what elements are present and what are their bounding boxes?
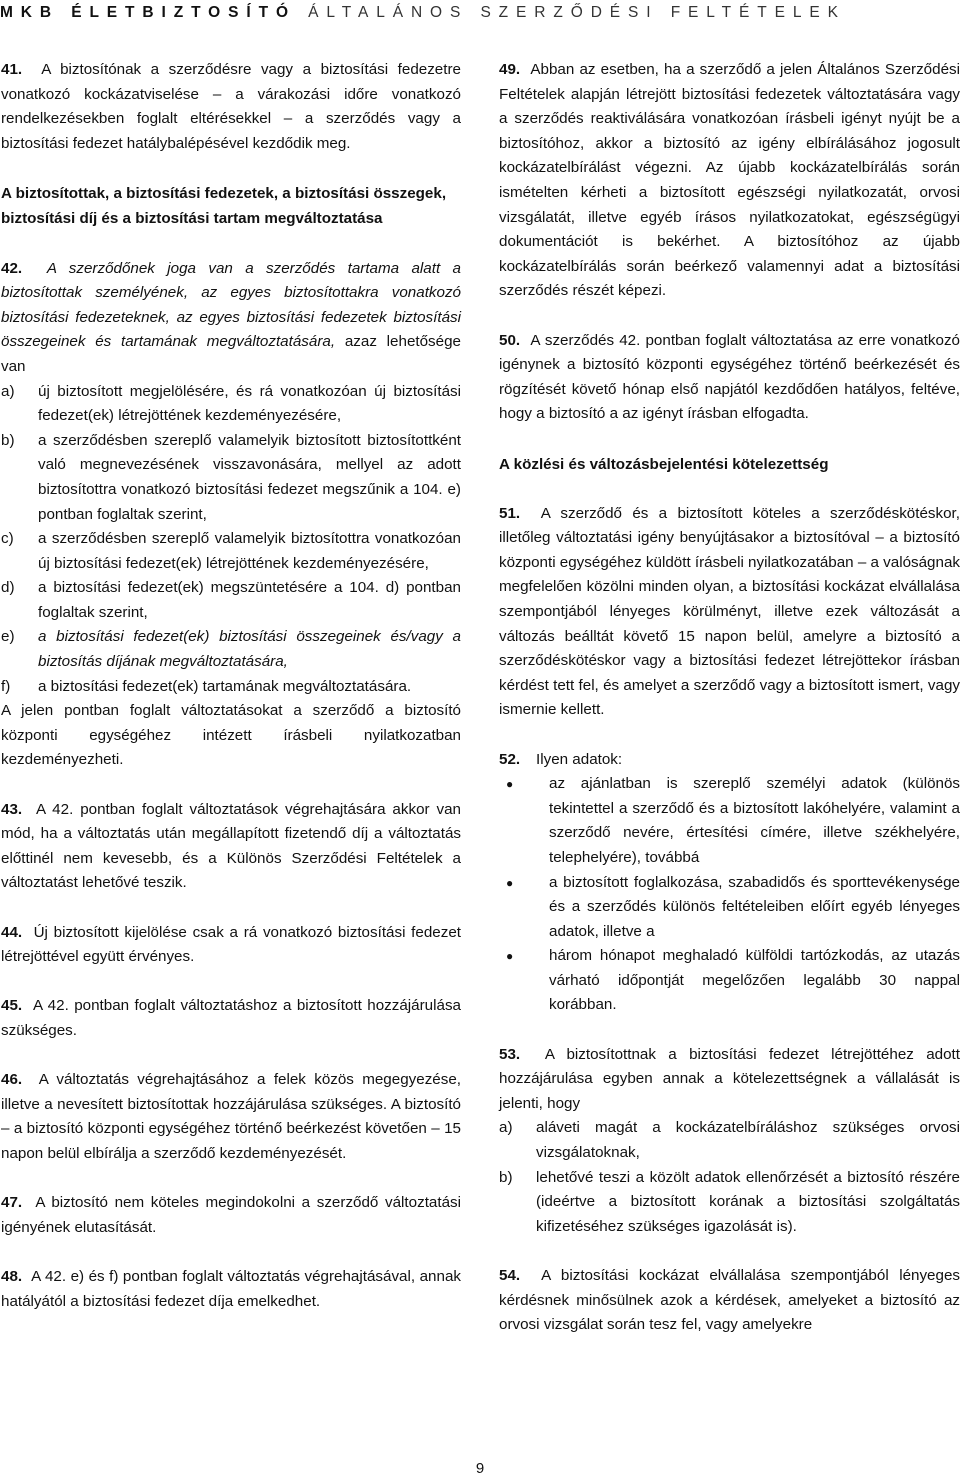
- clause-53: [499, 1043, 960, 1117]
- page-number: 9: [475, 1460, 485, 1477]
- clause-49: [499, 58, 960, 304]
- clause-53-item-b: [499, 1166, 960, 1240]
- clause-42-item-d: [1, 576, 461, 625]
- text-segment: a): [499, 1119, 513, 1137]
- text-segment: a): [1, 382, 15, 400]
- clause-50: [499, 329, 960, 427]
- text-segment: 42.: [1, 259, 23, 277]
- text-segment: azaz lehetősége van: [1, 333, 461, 375]
- clause-42-item-a: [1, 380, 461, 429]
- bullet-icon: ●: [506, 777, 514, 792]
- clause-47: [1, 1191, 461, 1240]
- header-company: MKB ÉLETBIZTOSÍTÓ: [0, 4, 296, 21]
- bullet-icon: ●: [506, 949, 514, 964]
- text-segment: A biztosítási kockázat elvállalása szempontjából lényeges kérdésnek minősülnek azok a kérdések, amelyeket a biztosító az orvosi vizsgálat során tesz fel, vagy amelyekre: [499, 1267, 960, 1334]
- clause-52: [499, 748, 960, 773]
- text-segment: b): [499, 1168, 513, 1186]
- text-segment: 54.: [499, 1267, 521, 1284]
- text-segment: A biztosító nem köteles megindokolni a szerződő változtatási igényének elutasítását.: [1, 1194, 461, 1236]
- text-segment: A biztosítottnak a biztosítási fedezet létrejöttéhez adott hozzájárulása egyben annak a kötelezettségnek a vállalását is jelenti, hogy: [499, 1045, 960, 1112]
- clause-54: [499, 1264, 960, 1338]
- text-segment: a biztosítási fedezet(ek) tartamának megváltoztatására.: [38, 677, 412, 695]
- text-segment: 43.: [1, 800, 23, 818]
- clause-48: [1, 1265, 461, 1314]
- right-column: [499, 58, 960, 1338]
- bullet-icon: ●: [506, 875, 514, 890]
- text-segment: 49.: [499, 61, 521, 78]
- text-segment: c): [1, 530, 14, 548]
- section-heading-disclosure: A közlési és változásbejelentési kötelezettség: [499, 455, 829, 473]
- text-segment: 48.: [1, 1267, 23, 1285]
- text-segment: lehetővé teszi a közölt adatok ellenőrzését a biztosító részére (ideértve a biztosított korának a biztosítási szolgáltatás kifizetéséhez szükséges igazolását is).: [536, 1168, 960, 1235]
- text-segment: A szerződő és a biztosított köteles a szerződéskötéskor, illetőleg változtatási igény benyújtásakor a biztosítóval – a biztosító központi egységéhez küldött írásbeli nyilatkozatában – a valóságnak megfelelően közölni minden olyan, a biztosítási kockázat elvállalása szempontjából lényeges körülményt, illetve ezek változását a változás beálltát követő 15 napon belül, amelyre a biztosító a szerződéskötéskor vagy a biztosítási fedezet létrejöttekor írásban kérdést tett fel, és amelyet a szerződő vagy a biztosított ismert, vagy ismernie kellett.: [499, 504, 960, 719]
- clause-42-item-e: [1, 625, 461, 674]
- text-segment: 45.: [1, 997, 23, 1015]
- text-segment: A szerződés 42. pontban foglalt változtatása az erre vonatkozó igénynek a biztosító központi egységéhez történő beérkezését és rögzítését követő hónap első napjától kezdődően hatályos, feltéve, hogy a biztosító a az igényt írásban elfogadta.: [499, 331, 960, 423]
- clause-42-item-c: [1, 527, 461, 576]
- text-segment: a szerződésben szereplő valamelyik biztosítottra vonatkozóan új biztosítási fedezet(ek) létrejöttének kezdeményezésére,: [38, 530, 461, 572]
- text-segment: az ajánlatban is szereplő személyi adatok (különös tekintettel a szerződő és a biztosított lakóhelyére, valamint a szerződő nevére, értesítési címére, illetve székhelyére, telephelyére), továbbá: [549, 775, 960, 866]
- clause-45: [1, 994, 461, 1043]
- text-segment: A szerződőnek joga van a szerződés tartama alatt a biztosítottak személyének, az egyes biztosítottakra vonatkozó biztosítási fedezeteknek, az egyes biztosítási fedezetek biztosítási összegeinek és tartamának megváltoztatására,: [1, 259, 461, 351]
- text-segment: 46.: [1, 1071, 23, 1089]
- clause-43: [1, 798, 461, 896]
- clause-42-item-b: [1, 429, 461, 527]
- text-segment: a biztosítási fedezet(ek) biztosítási összegeinek és/vagy a biztosítás díjának megváltoztatására,: [38, 628, 461, 671]
- left-column: [1, 58, 461, 1314]
- text-segment: a szerződésben szereplő valamelyik biztosított biztosítottként való megnevezésének visszavonására, mellyel az adott biztosítottra vonatkozó biztosítási fedezet megszűnik a 104. e) pontban foglaltak szerint,: [38, 431, 461, 523]
- clause-52-bullet: [499, 944, 960, 1018]
- text-segment: A 42. pontban foglalt változtatáshoz a biztosított hozzájárulása szükséges.: [1, 997, 461, 1039]
- text-segment: a biztosítási fedezet(ek) megszüntetésére a 104. d) pontban foglaltak szerint,: [38, 579, 461, 621]
- text-segment: Ilyen adatok:: [536, 750, 623, 768]
- clause-52-bullet: [499, 772, 960, 870]
- text-segment: A 42. pontban foglalt változtatások végrehajtására akkor van mód, ha a változtatás után megállapított fizetendő díj a változtatás előttinél nem kevesebb, és a Különös Szerződési Feltételek a változtatást lehetővé teszik.: [1, 800, 461, 892]
- text-segment: a biztosított foglalkozása, szabadidős és sporttevékenysége és a szerződés különös feltételeiben előírt egyéb lényeges adatok, illetve a: [549, 873, 960, 940]
- text-segment: 53.: [499, 1045, 521, 1063]
- text-segment: e): [1, 628, 15, 646]
- text-segment: Abban az esetben, ha a szerződő a jelen Általános Szerződési Feltételek alapján létrejött biztosítási fedezetek változtatására vagy a szerződés reaktiválására vonatkozóan írásbeli igényt nyújt be a biztosítóhoz, akkor a biztosító az igény elbírálásához jogosult kockázatelbírálást végezni. Az újabb kockázatelbírálás során ismételten kérheti a biztosított egészségi nyilatkozatát, orvosi vizsgálatát, illetve egyéb írásos nyilatkozatokat, egészségügyi dokumentációt is bekérhet. A biztosítóhoz az újabb kockázatelbírálás során beérkező valamennyi adat a biztosítási szerződés részét képezi.: [499, 61, 960, 300]
- clause-42-item-f: [1, 675, 461, 700]
- text-segment: 52.: [499, 750, 521, 768]
- clause-51: [499, 502, 960, 723]
- clause-42-closing: A jelen pontban foglalt változtatásokat a szerződő a biztosító központi egységéhez intézett írásbeli nyilatkozatban kezdeményezheti.: [1, 702, 461, 769]
- clause-46: [1, 1068, 461, 1166]
- clause-44: [1, 921, 461, 970]
- clause-42: [1, 257, 461, 380]
- text-segment: 50.: [499, 331, 521, 349]
- text-segment: A 42. e) és f) pontban foglalt változtatás végrehajtásával, annak hatályától a biztosítási fedezet díja emelkedhet.: [1, 1267, 461, 1310]
- text-segment: új biztosított megjelölésére, és rá vonatkozóan új biztosítási fedezet(ek) létrejöttének kezdeményezésére,: [38, 382, 461, 425]
- text-segment: aláveti magát a kockázatelbíráláshoz szükséges orvosi vizsgálatoknak,: [536, 1119, 960, 1162]
- text-segment: három hónapot meghaladó külföldi tartózkodás, az utazás várható időpontját megelőzően legalább 30 nappal korábban.: [549, 947, 960, 1014]
- text-segment: d): [1, 579, 15, 597]
- text-segment: 47.: [1, 1194, 23, 1212]
- text-segment: 41.: [1, 61, 23, 78]
- text-segment: f): [1, 677, 11, 695]
- text-segment: A változtatás végrehajtásához a felek közös megegyezése, illetve a nevesített biztosítottak hozzájárulása szükséges. A biztosító – a biztosító központi egységéhez történő beérkezést követően – 15 napon belül elbírálja a szerződő kezdeményezését.: [1, 1071, 461, 1162]
- clause-52-bullet: [499, 871, 960, 945]
- text-segment: 44.: [1, 923, 23, 941]
- text-segment: A biztosítónak a szerződésre vagy a biztosítási fedezetre vonatkozó kockázatviselése – a várakozási időre vonatkozó rendelkezésekben foglalt eltérésekkel – a szerződés vagy a biztosítási fedezet hatálybalépésével kezdődik meg.: [1, 61, 461, 152]
- text-segment: Új biztosított kijelölése csak a rá vonatkozó biztosítási fedezet létrejöttével együtt érvényes.: [1, 923, 461, 966]
- clause-53-item-a: [499, 1116, 960, 1165]
- clause-41: [1, 58, 461, 156]
- text-segment: 51.: [499, 504, 521, 522]
- text-segment: b): [1, 431, 15, 449]
- header-doc-title: ÁLTALÁNOS SZERZŐDÉSI FELTÉTELEK: [308, 4, 846, 21]
- running-header: [0, 0, 960, 30]
- section-heading-changes: A biztosítottak, a biztosítási fedezetek, a biztosítási összegek, biztosítási díj és a biztosítási tartam megváltoztatása: [1, 184, 447, 228]
